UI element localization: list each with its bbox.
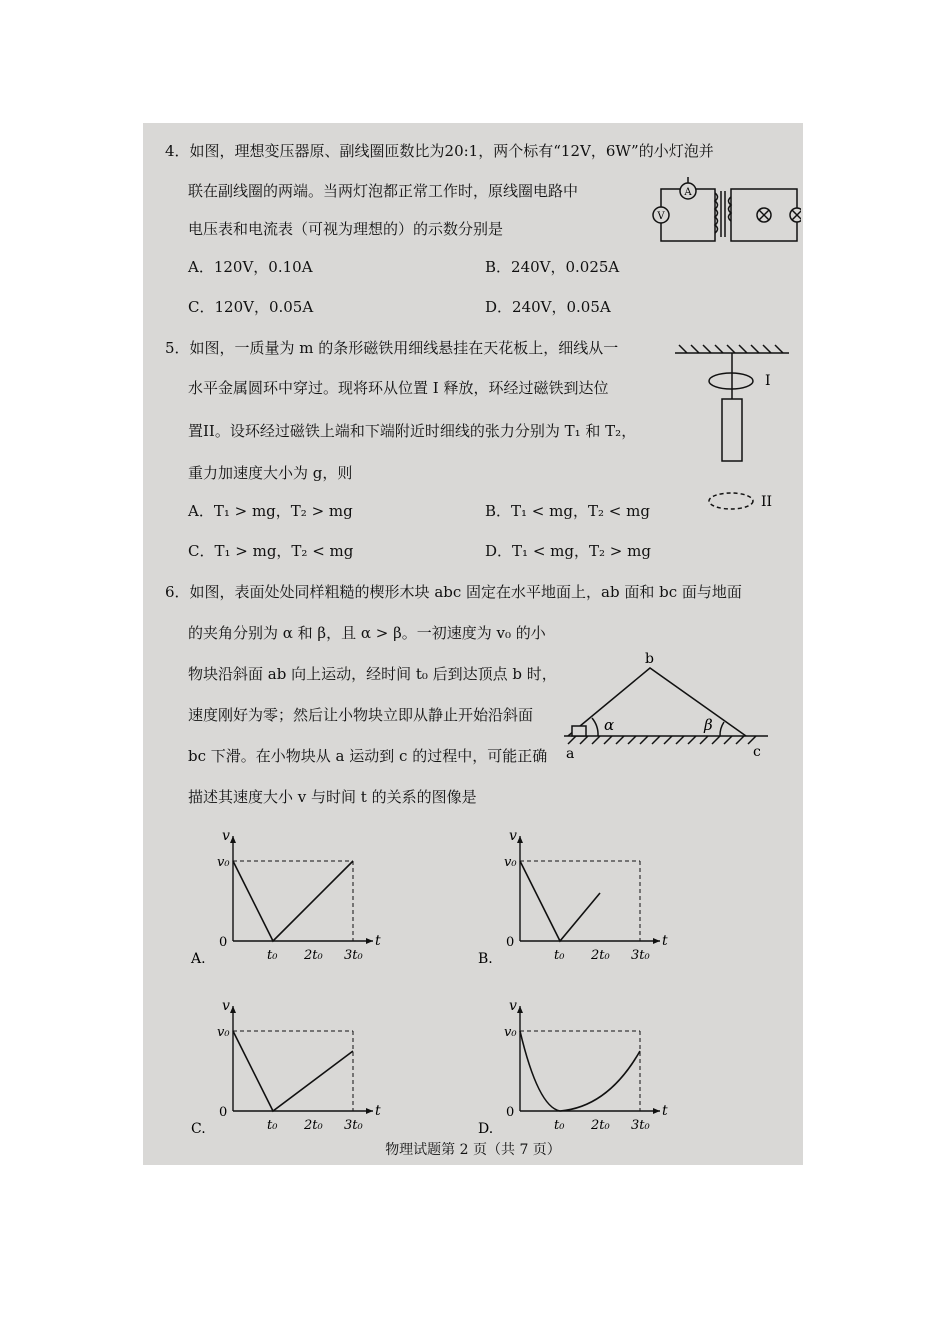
q6-line-3: 物块沿斜面 ab 向上运动，经时间 t₀ 后到达顶点 b 时， <box>188 665 557 683</box>
graph-origin-label: 0 <box>506 1105 515 1120</box>
graph-tick-3t0: 3t₀ <box>344 1118 363 1133</box>
q5-line-4: 重力加速度大小为 g，则 <box>188 464 353 482</box>
graph-v0-label: v₀ <box>504 1025 517 1040</box>
wedge-label-alpha: α <box>604 716 615 734</box>
vt-graphs <box>143 123 803 1133</box>
graph-v-label: v <box>222 998 230 1014</box>
graph-tick-3t0: 3t₀ <box>344 948 363 963</box>
graph-tick-t0: t₀ <box>554 948 565 963</box>
graph-tick-3t0: 3t₀ <box>631 948 650 963</box>
graph-option-letter: A. <box>191 951 206 967</box>
graph-option-letter: D. <box>478 1121 494 1133</box>
position-i-label: I <box>765 373 771 389</box>
graph-v0-label: v₀ <box>504 855 517 870</box>
q4-option-b: B．240V，0.025A <box>485 258 620 276</box>
graph-t-label: t <box>375 1103 381 1119</box>
graph-series-line <box>233 1031 353 1111</box>
graph-option-letter: C. <box>191 1121 206 1133</box>
graph-option-letter: B. <box>478 951 493 967</box>
q5-line-1: 5．如图，一质量为 m 的条形磁铁用细线悬挂在天花板上，细线从一 <box>165 339 619 357</box>
graph-x-arrow <box>366 1108 373 1114</box>
graph-tick-t0: t₀ <box>267 948 278 963</box>
voltmeter-label: V <box>657 211 665 222</box>
graph-y-arrow <box>230 836 236 843</box>
page-footer: 物理试题第 2 页（共 7 页） <box>385 1142 561 1158</box>
q5-option-a: A．T₁ > mg，T₂ > mg <box>188 502 353 520</box>
graph-y-arrow <box>517 1006 523 1013</box>
graph-t-label: t <box>662 1103 668 1119</box>
graph-series-line <box>520 861 600 941</box>
q5-option-c: C．T₁ > mg，T₂ < mg <box>188 542 354 560</box>
q5-line-3: 置II。设环经过磁铁上端和下端附近时细线的张力分别为 T₁ 和 T₂， <box>188 422 637 440</box>
graph-tick-2t0: 2t₀ <box>304 948 323 963</box>
graph-tick-3t0: 3t₀ <box>631 1118 650 1133</box>
graph-v-label: v <box>222 828 230 844</box>
q6-line-1: 6．如图，表面处处同样粗糙的楔形木块 abc 固定在水平地面上，ab 面和 bc 面与地面 <box>165 583 742 601</box>
graph-t-label: t <box>375 933 381 949</box>
q6-line-5: bc 下滑。在小物块从 a 运动到 c 的过程中，可能正确 <box>188 747 548 765</box>
exam-page <box>143 123 803 1165</box>
q4-line-2: 联在副线圈的两端。当两灯泡都正常工作时，原线圈电路中 <box>188 182 579 200</box>
graph-v-label: v <box>509 998 517 1014</box>
wedge-label-beta: β <box>704 716 713 734</box>
graph-y-arrow <box>230 1006 236 1013</box>
q6-line-2: 的夹角分别为 α 和 β，且 α > β。一初速度为 v₀ 的小 <box>188 624 546 642</box>
ammeter-label: A <box>684 187 692 198</box>
graph-x-arrow <box>366 938 373 944</box>
q4-option-a: A．120V，0.10A <box>188 258 313 276</box>
graph-tick-2t0: 2t₀ <box>591 1118 610 1133</box>
graph-series-line <box>233 861 353 941</box>
wedge-label-c: c <box>753 744 761 760</box>
graph-x-arrow <box>653 938 660 944</box>
q6-line-6: 描述其速度大小 v 与时间 t 的关系的图像是 <box>188 788 477 806</box>
graph-v0-label: v₀ <box>217 855 230 870</box>
graph-tick-t0: t₀ <box>554 1118 565 1133</box>
graph-tick-t0: t₀ <box>267 1118 278 1133</box>
graph-v-label: v <box>509 828 517 844</box>
graph-t-label: t <box>662 933 668 949</box>
q6-line-4: 速度刚好为零；然后让小物块立即从静止开始沿斜面 <box>188 706 534 724</box>
wedge-label-b: b <box>645 651 654 667</box>
q5-option-b: B．T₁ < mg，T₂ < mg <box>485 502 650 520</box>
position-ii-label: II <box>761 494 773 510</box>
graph-v0-label: v₀ <box>217 1025 230 1040</box>
graph-origin-label: 0 <box>219 1105 228 1120</box>
graph-y-arrow <box>517 836 523 843</box>
graph-x-arrow <box>653 1108 660 1114</box>
q4-option-d: D．240V，0.05A <box>485 298 611 316</box>
graph-tick-2t0: 2t₀ <box>591 948 610 963</box>
q4-option-c: C．120V，0.05A <box>188 298 314 316</box>
q5-line-2: 水平金属圆环中穿过。现将环从位置 I 释放，环经过磁铁到达位 <box>188 379 609 397</box>
graph-tick-2t0: 2t₀ <box>304 1118 323 1133</box>
graph-origin-label: 0 <box>219 935 228 950</box>
graph-origin-label: 0 <box>506 935 515 950</box>
graph-series-line <box>520 1031 640 1111</box>
q4-line-3: 电压表和电流表（可视为理想的）的示数分别是 <box>188 220 504 238</box>
wedge-label-a: a <box>566 746 575 762</box>
q4-line-1: 4．如图，理想变压器原、副线圈匝数比为20:1，两个标有“12V，6W”的小灯泡并 <box>165 142 714 160</box>
q5-option-d: D．T₁ < mg，T₂ > mg <box>485 542 651 560</box>
